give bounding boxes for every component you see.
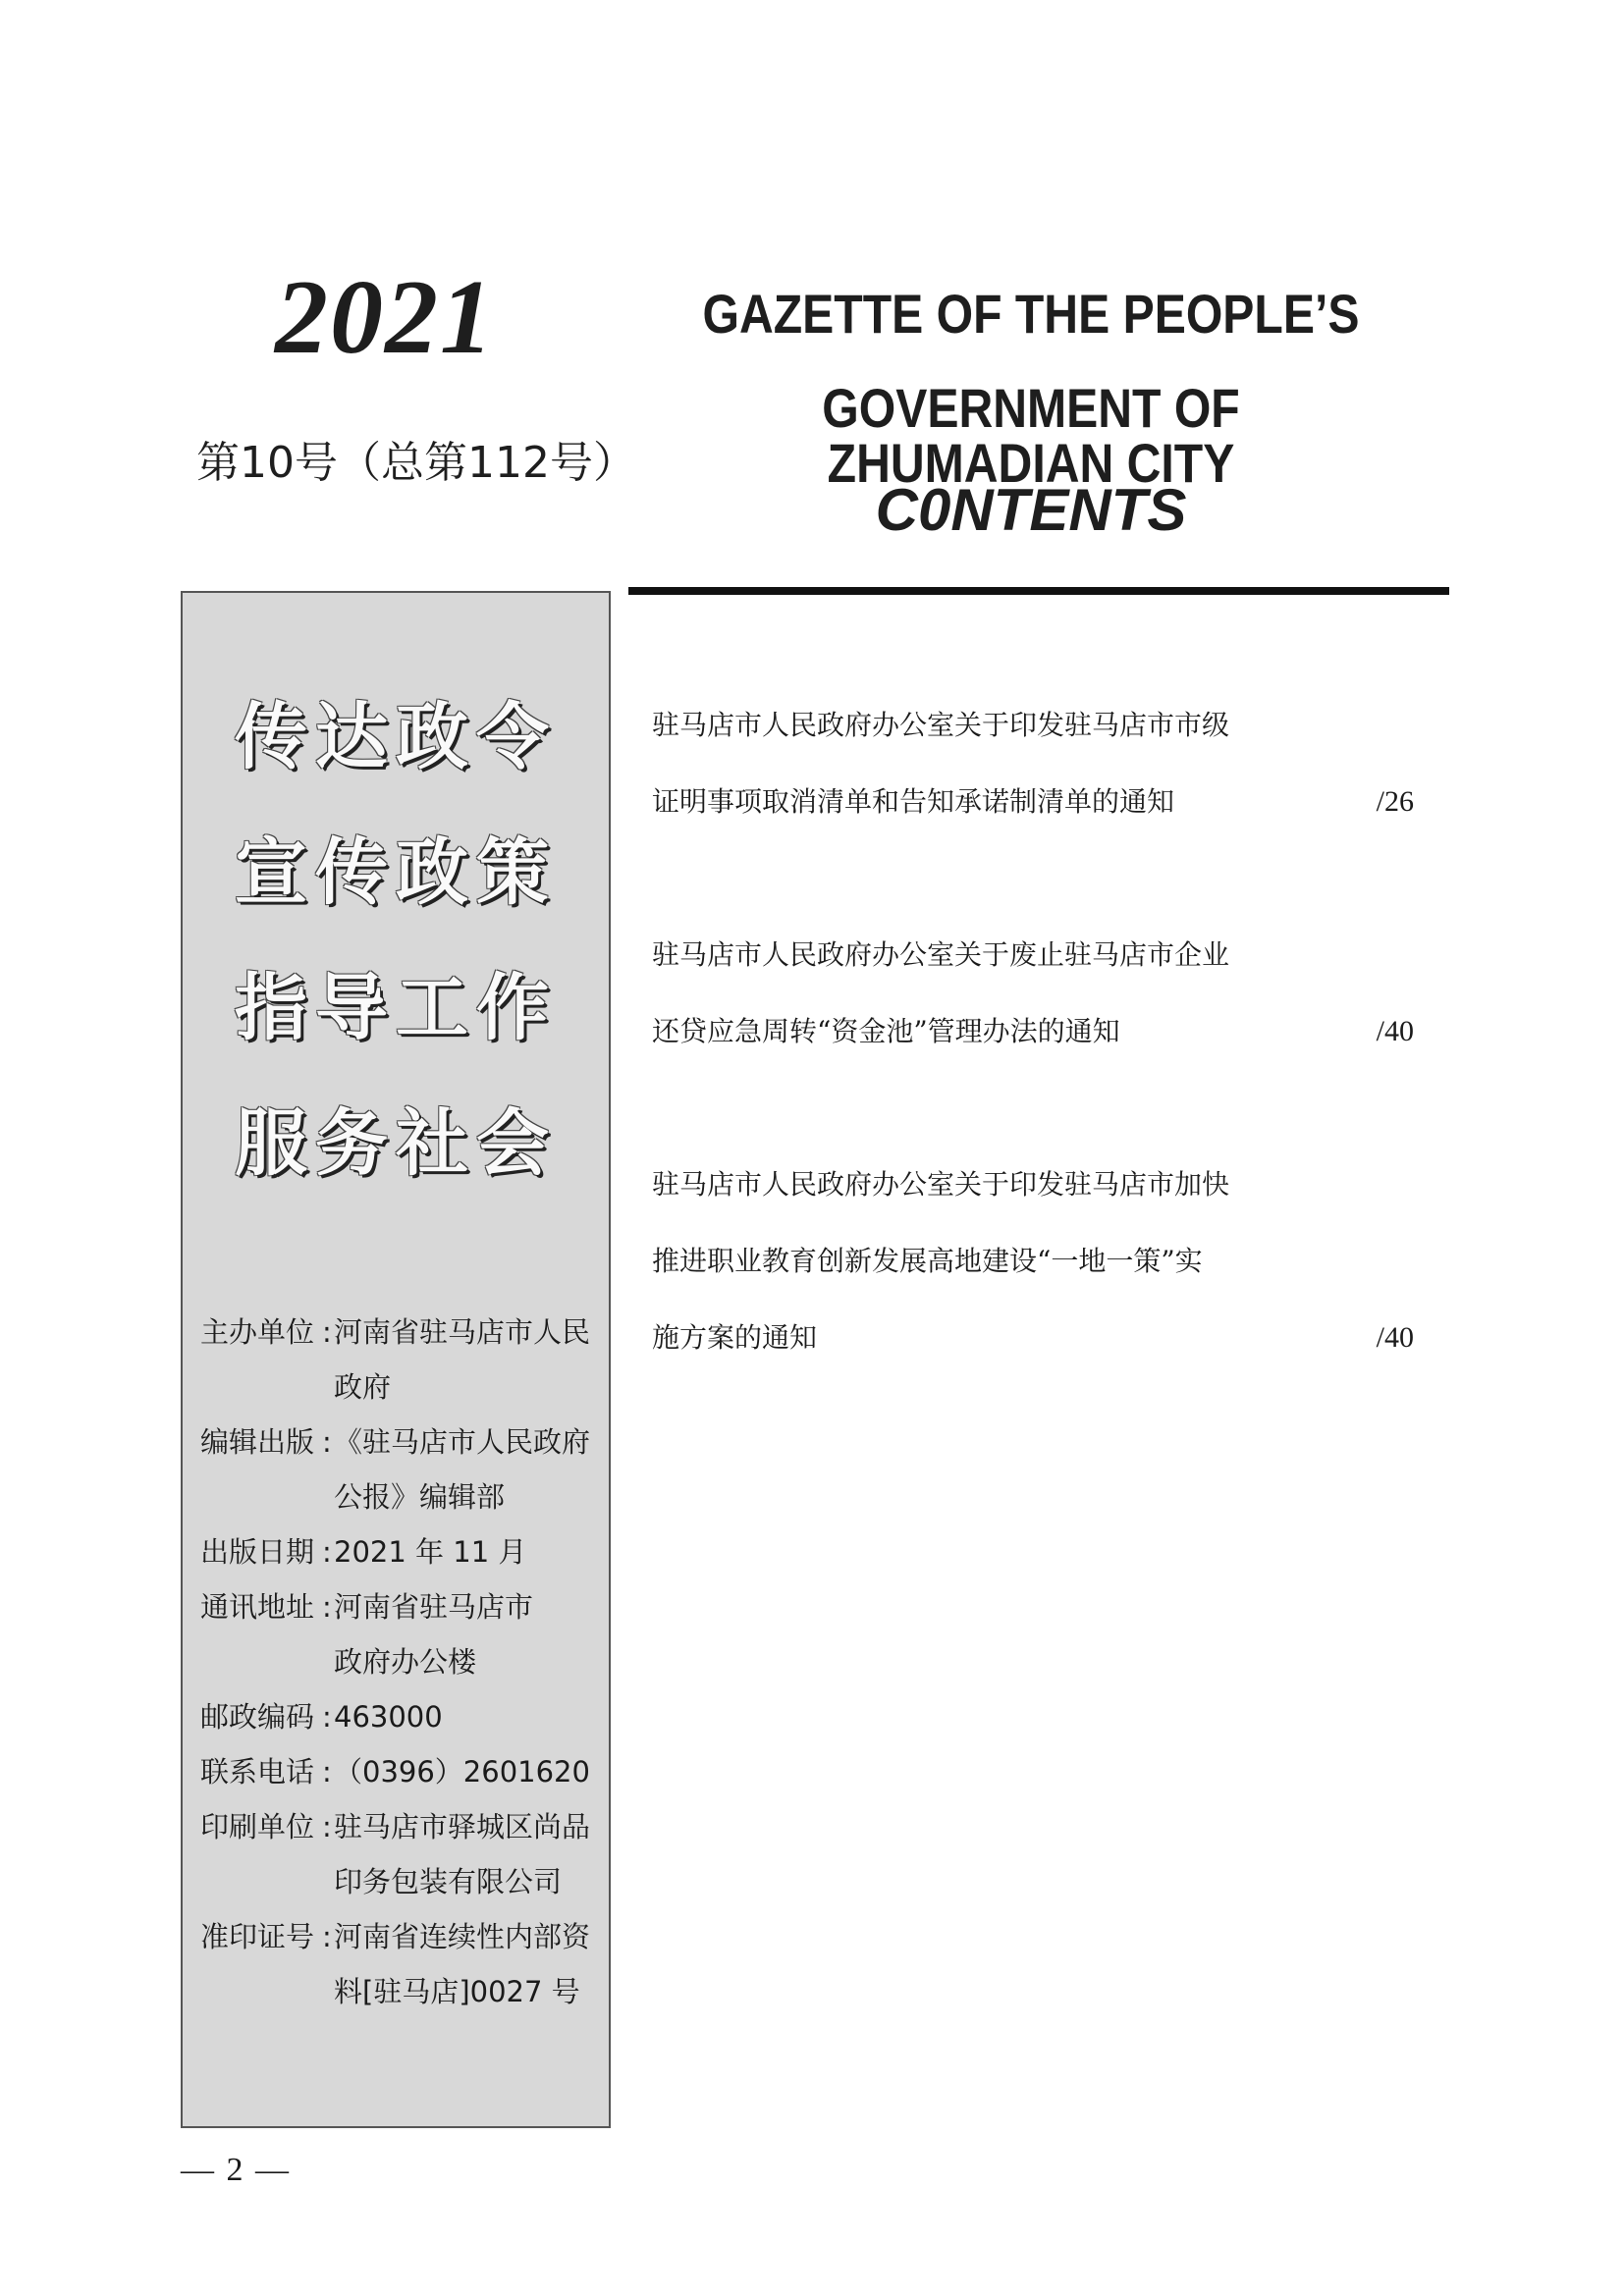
toc-entry-title-line (652, 1300, 1414, 1376)
toc-entry-title-line: 驻马店市人民政府办公室关于印发驻马店市市级 (652, 709, 1230, 741)
info-row-printer: 印刷单位 : 驻马店市驿城区尚品 印务包装有限公司 (200, 1799, 603, 1909)
toc-entry[interactable] (652, 687, 1414, 840)
info-row-date: 出版日期 : 2021 年 11 月 (200, 1524, 603, 1579)
info-value-line: 驻马店市驿城区尚品 (334, 1810, 591, 1843)
gazette-title-line2: GOVERNMENT OF ZHUMADIAN CITY (822, 377, 1240, 494)
slogan-line: 指导工作 (235, 966, 557, 1050)
header-rule (628, 587, 1449, 595)
info-value-line: 河南省驻马店市 (334, 1590, 534, 1624)
toc-page-number: /40 (1376, 1321, 1414, 1354)
info-row-sponsor: 主办单位 : 河南省驻马店市人民 政府 (200, 1305, 603, 1415)
info-label: 通讯地址 (200, 1590, 315, 1624)
year: 2021 (275, 259, 495, 376)
info-value: （0396）2601620 (334, 1755, 590, 1789)
info-value: 2021 年 11 月 (334, 1535, 527, 1569)
slogan-line: 传达政令 (235, 695, 557, 779)
info-value (334, 1579, 603, 1689)
toc-entry-title-line (652, 764, 1414, 840)
toc-page-number: /40 (1376, 1015, 1414, 1047)
toc-entry[interactable] (652, 917, 1414, 1070)
toc-entry-title-text: 施方案的通知 (652, 1321, 818, 1354)
info-label: 邮政编码 (200, 1700, 315, 1734)
toc-entry-title-text: 证明事项取消清单和告知承诺制清单的通知 (652, 785, 1175, 818)
info-value: 463000 (334, 1700, 443, 1734)
sidebar-panel (181, 591, 611, 2128)
slogan-line: 宣传政策 (235, 830, 557, 915)
toc-entry-title-line: 驻马店市人民政府办公室关于印发驻马店市加快 (652, 1168, 1230, 1201)
info-row-phone: 联系电话 : （0396）2601620 (200, 1744, 603, 1799)
info-label: 准印证号 (200, 1920, 315, 1953)
info-value-line: 印务包装有限公司 (334, 1865, 563, 1898)
info-value (334, 1415, 603, 1524)
toc-entry-title-line: 驻马店市人民政府办公室关于废止驻马店市企业 (652, 938, 1230, 971)
info-value-line: 河南省连续性内部资 (334, 1920, 591, 1953)
info-value-line: 料[驻马店]0027 号 (334, 1975, 580, 2008)
info-value-line: 《驻马店市人民政府 (334, 1425, 591, 1459)
info-label: 编辑出版 (200, 1425, 315, 1459)
info-row-address: 通讯地址 : 河南省驻马店市 政府办公楼 (200, 1579, 603, 1689)
contents-heading: C0NTENTS (875, 477, 1187, 543)
info-value-line: 河南省驻马店市人民 (334, 1315, 591, 1349)
info-row-permit: 准印证号 : 河南省连续性内部资 料[驻马店]0027 号 (200, 1909, 603, 2019)
info-row-postcode: 邮政编码 : 463000 (200, 1689, 603, 1744)
info-label: 出版日期 (200, 1535, 315, 1569)
issue-number: 第10号（总第112号） (196, 438, 636, 488)
toc-entry-title-line: 推进职业教育创新发展高地建设“一地一策”实 (652, 1245, 1203, 1277)
info-value-line: 政府 (334, 1370, 392, 1404)
info-value (334, 1909, 603, 2019)
toc-page-number: /26 (1376, 785, 1414, 818)
toc-entry-title-text: 还贷应急周转“资金池”管理办法的通知 (652, 1015, 1120, 1047)
publication-info (200, 1305, 603, 2019)
gazette-title-line1: GAZETTE OF THE PEOPLE’S (702, 283, 1360, 345)
info-value (334, 1305, 603, 1415)
slogan-line: 服务社会 (235, 1101, 557, 1186)
info-value (334, 1799, 603, 1909)
info-value-line: 公报》编辑部 (334, 1480, 506, 1514)
info-row-editor: 编辑出版 : 《驻马店市人民政府 公报》编辑部 (200, 1415, 603, 1524)
info-label: 主办单位 (200, 1315, 315, 1349)
info-value-line: 政府办公楼 (334, 1645, 477, 1679)
info-label: 印刷单位 (200, 1810, 315, 1843)
toc-entry[interactable] (652, 1147, 1414, 1376)
info-label: 联系电话 (200, 1755, 315, 1789)
toc-entry-title-line (652, 993, 1414, 1070)
page-number: — 2 — (181, 2152, 291, 2188)
